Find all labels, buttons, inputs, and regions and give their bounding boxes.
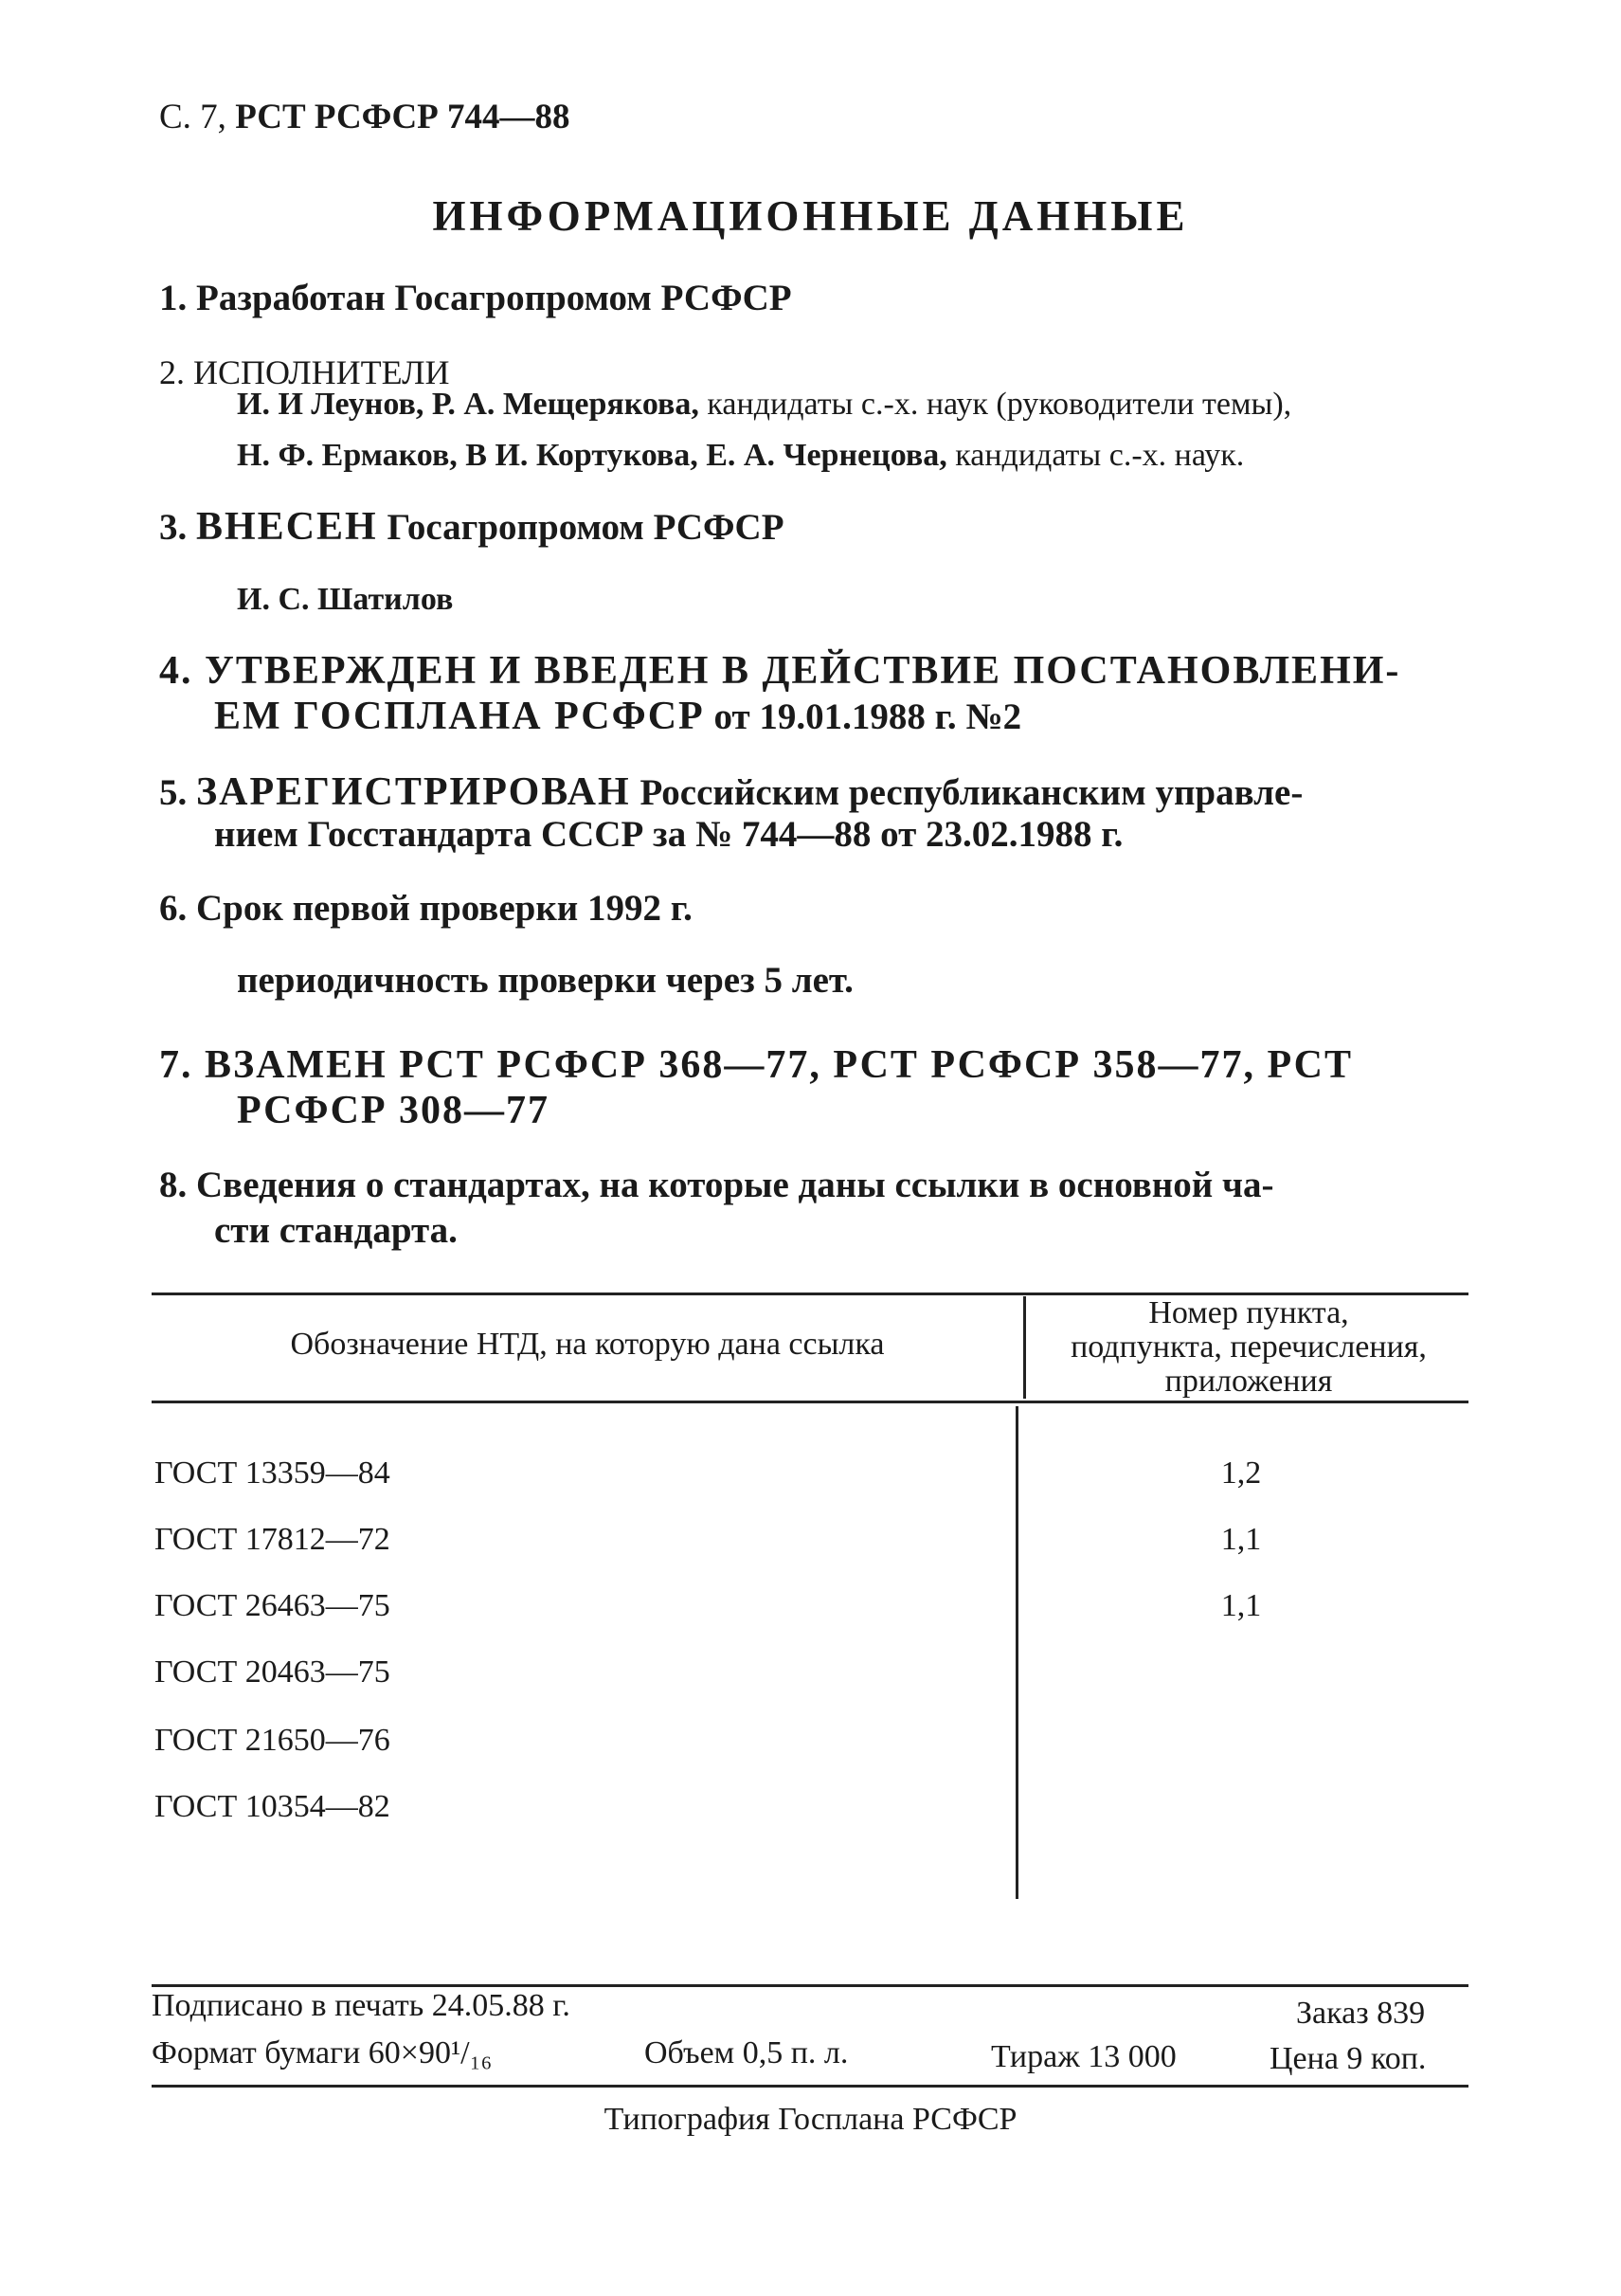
ntd-cell: ГОСТ 10354—82 — [154, 1789, 390, 1824]
item-2-line-1 — [237, 387, 1291, 423]
item-4-line-1 — [159, 648, 1400, 694]
table-row — [154, 1455, 390, 1491]
item-2-names-2: Н. Ф. Ермаков, В И. Кортукова, Е. А. Чернецова, — [237, 438, 947, 473]
imprint-top-rule — [152, 1984, 1468, 1987]
table-row — [154, 1522, 390, 1558]
item-2-text: ИСПОЛНИТЕЛИ — [193, 353, 450, 391]
item-3-number: 3. — [159, 507, 188, 548]
page-title: ИНФОРМАЦИОННЫЕ ДАННЫЕ — [432, 192, 1189, 240]
item-7-number: 7. — [159, 1043, 193, 1087]
ntd-cell: ГОСТ 20463—75 — [154, 1654, 390, 1690]
table-row — [154, 1654, 390, 1690]
item-6-number: 6. — [159, 888, 188, 929]
item-7-line-2: РСФСР 308—77 — [237, 1089, 550, 1132]
item-2-role-1: кандидаты с.-х. наук (руководители темы), — [707, 387, 1292, 422]
page-number: С. 7, — [159, 98, 226, 136]
item-4-caps-2: ЕМ ГОСПЛАНА РСФСР — [214, 695, 705, 738]
item-4-line-2 — [214, 694, 1021, 739]
print-run: Тираж 13 000 — [991, 2039, 1177, 2074]
item-4-number: 4. — [159, 649, 193, 693]
item-8-number: 8. — [159, 1165, 188, 1205]
item-5-caps: ЗАРЕГИСТРИРОВАН — [196, 770, 631, 814]
item-8-line-2: сти стандарта. — [214, 1210, 458, 1251]
standard-code: РСТ РСФСР 744—88 — [235, 98, 570, 136]
col2-header-line-2: подпункта, перечисления, — [1071, 1329, 1427, 1365]
imprint-bottom-rule — [152, 2085, 1468, 2088]
col2-header-line-1: Номер пункта, — [1148, 1295, 1349, 1330]
item-3-text: Госагропромом РСФСР — [387, 507, 784, 548]
item-2-line-2 — [237, 438, 1244, 474]
item-3-caps: ВНЕСЕН — [196, 505, 378, 549]
item-2-role-2: кандидаты с.-х. наук. — [955, 438, 1245, 473]
ref-cell: 1,2 — [1220, 1455, 1262, 1491]
col1-header: Обозначение НТД, на которую дана ссылка — [290, 1327, 885, 1362]
item-3 — [159, 504, 784, 550]
item-1-number: 1. — [159, 278, 188, 318]
item-5-line-2: нием Госстандарта СССР за № 744—88 от 23.02.1988 г. — [214, 814, 1124, 855]
col2-header — [1026, 1296, 1471, 1399]
table-header-rule — [152, 1401, 1468, 1403]
item-8-text-1: Сведения о стандартах, на которые даны ссылки в основной ча- — [196, 1165, 1274, 1205]
item-1 — [159, 277, 792, 319]
item-4-text-2: от 19.01.1988 г. №2 — [713, 696, 1022, 737]
page-header — [159, 97, 570, 137]
item-8-line-1 — [159, 1164, 1273, 1206]
order-number: Заказ 839 — [1296, 1996, 1426, 2031]
item-5-text-1: Российским республиканским управле- — [639, 772, 1304, 813]
item-7-text-1: ВЗАМЕН РСТ РСФСР 368—77, РСТ РСФСР 358—77, РСТ — [205, 1043, 1353, 1087]
printer-name: Типография Госплана РСФСР — [603, 2102, 1018, 2137]
table-row — [154, 1723, 390, 1759]
ref-cell: 1,1 — [1220, 1522, 1262, 1557]
item-6 — [159, 887, 693, 930]
item-6-sub: периодичность проверки через 5 лет. — [237, 960, 854, 1001]
item-4-text-1: УТВЕРЖДЕН И ВВЕДЕН В ДЕЙСТВИЕ ПОСТАНОВЛЕНИ- — [205, 649, 1401, 693]
ref-cell: 1,1 — [1220, 1588, 1262, 1623]
item-3-sub: И. С. Шатилов — [237, 582, 454, 617]
item-2-number: 2. — [159, 353, 185, 391]
signed-date: Подписано в печать 24.05.88 г. — [152, 1988, 570, 2023]
volume: Объем 0,5 п. л. — [644, 2035, 849, 2070]
table-row — [154, 1789, 390, 1825]
ntd-cell: ГОСТ 13359—84 — [154, 1455, 390, 1491]
paper-format: Формат бумаги 60×90¹/₁₆ — [152, 2035, 493, 2070]
item-1-text: Разработан Госагропромом РСФСР — [196, 278, 792, 318]
item-5-line-1 — [159, 769, 1303, 815]
item-5-number: 5. — [159, 772, 188, 813]
item-2-names-1: И. И Леунов, Р. А. Мещерякова, — [237, 387, 699, 422]
table-row — [154, 1588, 390, 1624]
item-7-line-1 — [159, 1042, 1353, 1088]
item-6-text: Срок первой проверки 1992 г. — [196, 888, 693, 929]
col2-header-line-3: приложения — [1164, 1364, 1333, 1399]
ntd-cell: ГОСТ 21650—76 — [154, 1723, 390, 1758]
ntd-cell: ГОСТ 17812—72 — [154, 1522, 390, 1557]
ntd-cell: ГОСТ 26463—75 — [154, 1588, 390, 1623]
price: Цена 9 коп. — [1270, 2041, 1427, 2076]
